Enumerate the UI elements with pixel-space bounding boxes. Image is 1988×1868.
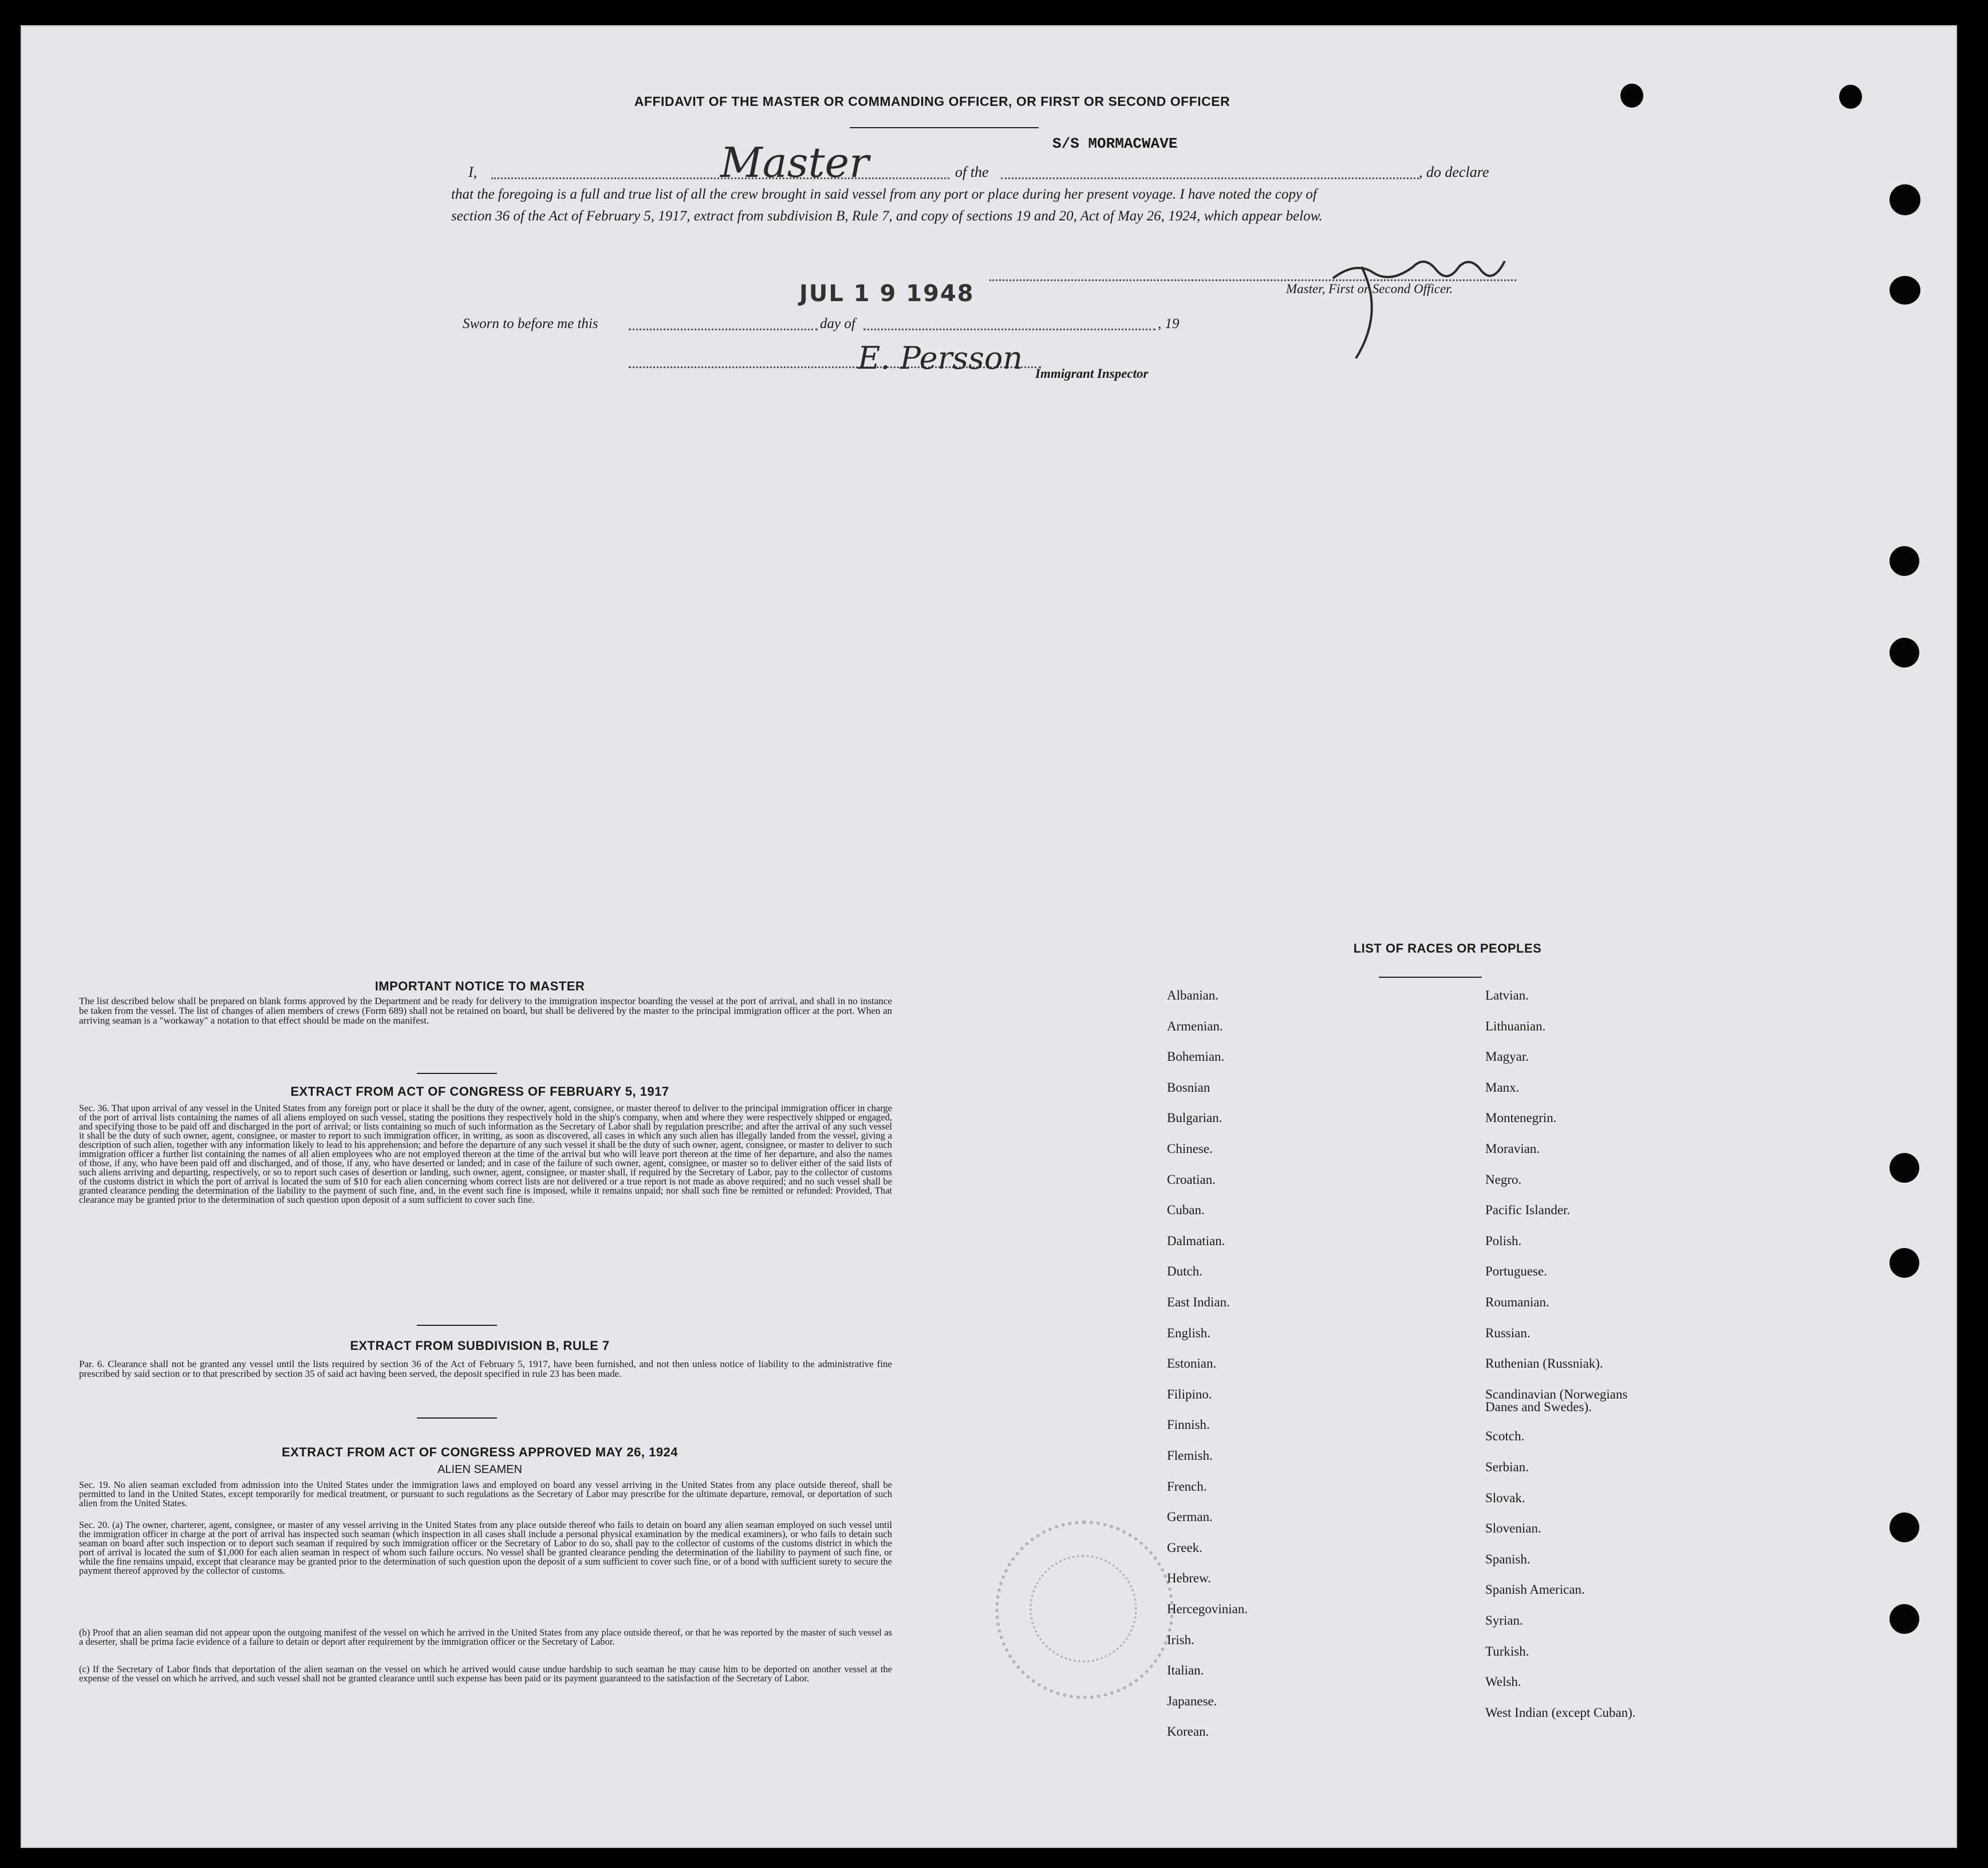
race-item: Hercegovinian. bbox=[1167, 1602, 1248, 1616]
race-item: Estonian. bbox=[1167, 1356, 1217, 1371]
official-seal-inner bbox=[1030, 1555, 1137, 1662]
title-rule bbox=[850, 127, 1039, 128]
extract-1924-sec20b: (b) Proof that an alien seaman did not appear upon the outgoing manifest of the vessel on which he arrived in the United States from any place outside thereof, or that he was reported by the master of such vessel as a deserter, shall be prima facie evidence of a failure to detain or deport after requirement by the immigration officer or the Secretary of Labor. bbox=[79, 1627, 892, 1647]
race-item: Spanish. bbox=[1485, 1551, 1531, 1566]
race-item: Greek. bbox=[1167, 1540, 1202, 1555]
race-item: Serbian. bbox=[1485, 1460, 1529, 1474]
vessel-name: S/S MORMACWAVE bbox=[1052, 135, 1178, 152]
race-item: Moravian. bbox=[1485, 1142, 1540, 1156]
date-stamp: JUL 1 9 1948 bbox=[799, 281, 975, 307]
race-item: Spanish American. bbox=[1485, 1582, 1585, 1597]
race-item: Italian. bbox=[1167, 1663, 1204, 1678]
race-item: Scotch. bbox=[1485, 1429, 1525, 1444]
extract-1924-title: EXTRACT FROM ACT OF CONGRESS APPROVED MAY 26, 1924 bbox=[281, 1445, 679, 1459]
punch-hole bbox=[1890, 184, 1920, 215]
punch-hole bbox=[1890, 276, 1920, 305]
line1-i: I, bbox=[468, 164, 478, 180]
notice-title: IMPORTANT NOTICE TO MASTER bbox=[374, 979, 585, 993]
race-item: Syrian. bbox=[1485, 1613, 1523, 1628]
race-item: German. bbox=[1167, 1510, 1213, 1525]
inspector-signature: E. Persson bbox=[858, 340, 1023, 376]
race-item: Polish. bbox=[1485, 1233, 1522, 1248]
race-item: Chinese. bbox=[1167, 1142, 1213, 1156]
section-rule bbox=[417, 1417, 497, 1419]
punch-hole bbox=[1890, 1248, 1919, 1278]
signature-caption: Master, First or Second Officer. bbox=[1286, 282, 1453, 296]
extract-1917-title: EXTRACT FROM ACT OF CONGRESS OF FEBRUARY 5, 1917 bbox=[290, 1084, 669, 1099]
sworn-year: , 19 bbox=[1158, 316, 1180, 331]
race-item: Lithuanian. bbox=[1485, 1018, 1546, 1033]
race-item: Dutch. bbox=[1167, 1264, 1202, 1279]
race-item: Bulgarian. bbox=[1167, 1111, 1222, 1125]
race-item: Finnish. bbox=[1167, 1417, 1210, 1432]
affidavit-line2: that the foregoing is a full and true list of all the crew brought in said vessel from any port or place during her present voyage. I have noted the copy of bbox=[451, 187, 1317, 202]
race-item: West Indian (except Cuban). bbox=[1485, 1705, 1636, 1720]
race-item: Latvian. bbox=[1485, 988, 1529, 1002]
notice-text: The list described below shall be prepared on blank forms approved by the Department and be ready for delivery to the immigration inspector boarding the vessel at the port of arrival, and shall in no instance be taken from the vessel. The list of changes of alien members of crews (Form 689) shall not be retained on board, but shall be delivered by the master to the principal immigration officer at the port. When an arriving seaman is a "workaway" a notation to that effect should be made on the manifest. bbox=[79, 996, 892, 1026]
handwritten-rank: Master bbox=[720, 139, 869, 187]
punch-hole bbox=[1890, 1512, 1919, 1542]
sworn-day: day of bbox=[820, 316, 855, 331]
punch-hole bbox=[1890, 546, 1919, 576]
punch-hole bbox=[1839, 85, 1862, 109]
race-item: Armenian. bbox=[1167, 1018, 1223, 1033]
vessel-dots bbox=[1001, 177, 1419, 179]
extract-1924-subtitle: ALIEN SEAMEN bbox=[437, 1463, 522, 1476]
section-rule bbox=[417, 1073, 497, 1074]
punch-hole bbox=[1620, 84, 1643, 108]
race-item: Roumanian. bbox=[1485, 1295, 1549, 1309]
race-item: Scandinavian (Norwegians Danes and Swedes). bbox=[1485, 1387, 1628, 1414]
inspector-caption: Immigrant Inspector bbox=[1035, 366, 1149, 381]
race-item: Cuban. bbox=[1167, 1203, 1205, 1218]
extract-1924-sec20a: Sec. 20. (a) The owner, charterer, agent, consignee, or master of any vessel arriving in the United States from any place outside thereof who fails to detain on board any alien seaman employed on such vessel until the immigration officer in charge at the port of arrival has inspected such seaman (which inspection in all cases shall include a personal physical examination by the medical examiners), or who fails to detain such seaman on board after such inspection or to deport such seaman if required by such immigration officer or the Secretary of Labor to do so, shall pay to the collector of customs of the customs district in which the port of arrival is located the sum of $1,000 for each alien seaman in respect of whom such failure occurs. No vessel shall be granted clearance pending the determination of the liability to payment of such fine, or while the fine remains unpaid, except that clearance may be granted prior to the determination of such question upon the deposit of a sum sufficient to cover such fine, or of a bond with sufficient surety to secure the payment thereof approved by the collector of customs. bbox=[79, 1519, 892, 1576]
race-item: Hebrew. bbox=[1167, 1571, 1212, 1586]
extract-rule7-title: EXTRACT FROM SUBDIVISION B, RULE 7 bbox=[350, 1338, 610, 1353]
master-signature-mark bbox=[1322, 244, 1516, 364]
race-item: Bohemian. bbox=[1167, 1049, 1225, 1064]
punch-hole bbox=[1890, 1153, 1919, 1183]
race-item: Turkish. bbox=[1485, 1644, 1529, 1658]
race-item: French. bbox=[1167, 1479, 1207, 1494]
extract-1924-sec19: Sec. 19. No alien seaman excluded from admission into the United States under the immigration laws and employed on board any vessel arriving in the United States from any place outside thereof, shall be permitted to land in the United States, except temporarily for medical treatment, or pursuant to such regulations as the Secretary of Labor may prescribe for the ultimate departure, removal, or deportation of such alien from the United States. bbox=[79, 1479, 892, 1508]
section-rule bbox=[417, 1325, 497, 1326]
race-item: Pacific Islander. bbox=[1485, 1203, 1571, 1218]
race-item: Ruthenian (Russniak). bbox=[1485, 1356, 1603, 1371]
race-item: Japanese. bbox=[1167, 1693, 1217, 1708]
affidavit-title: AFFIDAVIT OF THE MASTER OR COMMANDING OFFICER, OR FIRST OR SECOND OFFICER bbox=[634, 94, 1230, 109]
master-signature bbox=[1322, 244, 1516, 375]
race-item: Flemish. bbox=[1167, 1448, 1213, 1463]
race-item: Slovak. bbox=[1485, 1490, 1525, 1505]
sworn-month-dots bbox=[863, 329, 1155, 330]
race-item: Welsh. bbox=[1485, 1675, 1521, 1689]
line1-of-the: of the bbox=[955, 164, 989, 180]
race-item: Negro. bbox=[1485, 1172, 1522, 1187]
race-item: Manx. bbox=[1485, 1080, 1520, 1095]
punch-hole bbox=[1890, 1604, 1919, 1634]
extract-1917-text: Sec. 36. That upon arrival of any vessel in the United States from any foreign port or place it shall be the duty of the owner, agent, consignee, or master thereof to deliver to the principal immigration officer in charge of the port of arrival lists containing the names of all aliens employed on such vessel, stating the positions they respectively hold in the ship's company, when and where they were respectively shipped or engaged, and specifying those to be paid off and discharged in the port of arrival; or lists containing so much of such information as the Secretary of Labor shall by regulation prescribe; and after the arrival of any such vessel it shall be the duty of such owner, agent, consignee, or master to report to such immigration officer, in writing, as soon as discovered, all cases in which any such alien has illegally landed from the vessel, giving a description of such alien, together with any information likely to lead to his apprehension; and before the departure of any such vessel it shall be the duty of such owner, agent, consignee, or master to deliver to such immigration officer a further list containing the names of all alien employees who are not employed thereon at the time of the arrival but who will leave port thereon at the time of her departure, and also the names of those, if any, who have been paid off and discharged, and of those, if any, who have deserted or landed; and in case of the failure of such owner, agent, consignee, or master so to deliver either of the said lists of such aliens arriving and departing, respectively, or so to report such cases of desertion or landing, such owner, agent, consignee, or master shall, if required by the Secretary of Labor, pay to the collector of customs of the customs district in which the port of arrival is located the sum of $10 for each alien concerning whom correct lists are not delivered or a true report is not made as above required; and no such vessel shall be granted clearance pending the determination of the liability to the payment of such fine, and, in the event such fine is imposed, while it remains unpaid; nor shall such fine be remitted or refunded: Provided, That clearance may be granted prior to the determination of such question upon deposit of a sum sufficient to cover such fine. bbox=[79, 1103, 892, 1205]
race-item: Korean. bbox=[1167, 1724, 1209, 1739]
punch-hole bbox=[1890, 638, 1919, 668]
race-item: Magyar. bbox=[1485, 1049, 1529, 1064]
races-title: LIST OF RACES OR PEOPLES bbox=[1353, 941, 1542, 955]
race-item: Albanian. bbox=[1167, 988, 1219, 1002]
race-item: East Indian. bbox=[1167, 1295, 1230, 1309]
extract-1924-sec20c: (c) If the Secretary of Labor finds that deportation of the alien seaman on the vessel on which he arrived would cause undue hardship to such seaman he may cause him to be deported on another vessel at the expense of the vessel on which he arrived, and such vessel shall not be granted clearance until such expense has been paid or its payment guaranteed to the satisfaction of the Secretary of Labor. bbox=[79, 1664, 892, 1684]
sworn-date-dots bbox=[629, 329, 818, 330]
race-item: English. bbox=[1167, 1325, 1211, 1340]
race-item: Dalmatian. bbox=[1167, 1233, 1225, 1248]
race-item: Filipino. bbox=[1167, 1387, 1212, 1401]
line1-declare: , do declare bbox=[1419, 164, 1489, 180]
race-item: Russian. bbox=[1485, 1325, 1531, 1340]
race-item: Irish. bbox=[1167, 1632, 1194, 1647]
extract-rule7-text: Par. 6. Clearance shall not be granted any vessel until the lists required by section 36 of the Act of February 5, 1917, have been furnished, and not then unless notice of liability to the administrative fine prescribed by said section or to that prescribed by section 35 of said act having been served, the deposit specified in rule 23 has been made. bbox=[79, 1358, 892, 1379]
race-item: Montenegrin. bbox=[1485, 1111, 1557, 1125]
race-item: Bosnian bbox=[1167, 1080, 1210, 1095]
race-item: Croatian. bbox=[1167, 1172, 1216, 1187]
document-page bbox=[21, 25, 1957, 1848]
sworn-prefix: Sworn to before me this bbox=[463, 316, 598, 331]
race-item: Slovenian. bbox=[1485, 1521, 1541, 1536]
races-rule bbox=[1379, 977, 1482, 978]
affidavit-line3: section 36 of the Act of February 5, 1917, extract from subdivision B, Rule 7, and copy of sections 19 and 20, Act of May 26, 1924, which appear below. bbox=[451, 208, 1323, 224]
race-item: Portuguese. bbox=[1485, 1264, 1547, 1279]
